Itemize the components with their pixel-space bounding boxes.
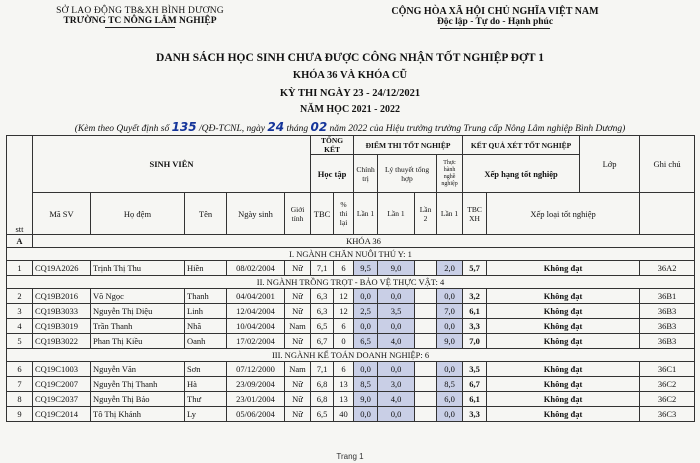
document-title: DANH SÁCH HỌC SINH CHƯA ĐƯỢC CÔNG NHẬN TỐT NGHIỆP ĐỢT 1	[156, 52, 544, 64]
cell-tbc-xh: 6,7	[463, 377, 487, 392]
cell-given-name: Nhã	[185, 319, 227, 334]
cell-politics-score: 8,5	[354, 377, 378, 392]
cell-stt: 2	[7, 289, 33, 304]
cell-politics-score: 2,5	[354, 304, 378, 319]
cell-student-id: CQ19C2007	[33, 377, 91, 392]
col-group-result: KẾT QUẢ XÉT TỐT NGHIỆP	[463, 136, 580, 155]
cell-grade: Không đạt	[487, 392, 640, 407]
cell-surname: Trần Thanh	[91, 319, 185, 334]
cell-given-name: Hà	[185, 377, 227, 392]
table-row	[7, 377, 695, 392]
cell-practice-score: 0,0	[437, 289, 463, 304]
cell-class: 36A2	[640, 261, 695, 276]
cell-grade: Không đạt	[487, 261, 640, 276]
document-subtitle-cohort: KHÓA 36 VÀ KHÓA CŨ	[292, 70, 408, 81]
cell-gender: Nữ	[285, 289, 311, 304]
page-footer: Trang 1	[336, 452, 364, 461]
day-handwritten: 24	[267, 120, 285, 134]
col-class-blank	[640, 193, 695, 235]
cell-practice-score: 7,0	[437, 304, 463, 319]
cell-gender: Nữ	[285, 377, 311, 392]
cell-gender: Nữ	[285, 392, 311, 407]
cell-dob: 07/12/2000	[227, 362, 285, 377]
cell-theory-score-2	[415, 304, 437, 319]
cell-grade: Không đạt	[487, 407, 640, 422]
motto-underline	[440, 28, 550, 29]
cell-politics-score: 9,0	[354, 392, 378, 407]
cell-retake-pct: 6	[334, 362, 354, 377]
cell-tbc-xh: 5,7	[463, 261, 487, 276]
cell-dob: 23/01/2004	[227, 392, 285, 407]
section-3-body	[7, 362, 695, 422]
issuer-underline	[105, 27, 175, 28]
issuer-department: SỞ LAO ĐỘNG TB&XH BÌNH DƯƠNG	[56, 6, 224, 16]
cell-theory-score-2	[415, 319, 437, 334]
ref-suffix: năm 2022 của Hiệu trưởng trường Trung cấp Nông Lâm nghiệp Bình Dương)	[329, 124, 626, 134]
cell-practice-score: 0,0	[437, 407, 463, 422]
cell-theory-score-2	[415, 362, 437, 377]
table-row	[7, 334, 695, 349]
col-politics: Chính trị	[354, 155, 378, 193]
students-table	[6, 135, 695, 422]
cell-class: 36B3	[640, 319, 695, 334]
cell-student-id: CQ19B3019	[33, 319, 91, 334]
decision-number-handwritten: 135	[171, 120, 197, 134]
cell-given-name: Thư	[185, 392, 227, 407]
cell-tbc-xh: 3,5	[463, 362, 487, 377]
col-politics-attempt1: Lần 1	[354, 193, 378, 235]
month-handwritten: 02	[310, 120, 328, 134]
cell-stt: 1	[7, 261, 33, 276]
cell-tbc-xh: 3,3	[463, 407, 487, 422]
cell-practice-score: 9,0	[437, 334, 463, 349]
cell-politics-score: 6,5	[354, 334, 378, 349]
cell-practice-score: 8,5	[437, 377, 463, 392]
cell-class: 36B1	[640, 289, 695, 304]
table-row	[7, 407, 695, 422]
cell-retake-pct: 0	[334, 334, 354, 349]
cell-politics-score: 9,5	[354, 261, 378, 276]
issuer-block	[40, 6, 240, 28]
cell-theory-score: 3,0	[378, 377, 415, 392]
col-group-student: SINH VIÊN	[33, 136, 311, 193]
document-subtitle-year: NĂM HỌC 2021 - 2022	[300, 104, 400, 115]
cell-tbc-xh: 7,0	[463, 334, 487, 349]
col-group-summary: TỔNG KẾT	[311, 136, 354, 155]
cell-theory-score: 4,0	[378, 334, 415, 349]
cell-politics-score: 0,0	[354, 319, 378, 334]
cell-retake-pct: 40	[334, 407, 354, 422]
cell-stt: 8	[7, 392, 33, 407]
col-theory-attempt1: Lần 1	[378, 193, 415, 235]
cell-tbc: 6,5	[311, 319, 334, 334]
section-1-body	[7, 261, 695, 276]
cell-tbc: 6,7	[311, 334, 334, 349]
cell-dob: 04/04/2001	[227, 289, 285, 304]
cell-dob: 17/02/2004	[227, 334, 285, 349]
cell-practice-score: 6,0	[437, 392, 463, 407]
cell-student-id: CQ19B2016	[33, 289, 91, 304]
cell-stt: 4	[7, 319, 33, 334]
decision-reference	[0, 120, 700, 134]
cell-tbc-xh: 6,1	[463, 304, 487, 319]
cell-grade: Không đạt	[487, 304, 640, 319]
cell-surname: Trịnh Thị Thu	[91, 261, 185, 276]
cell-surname: Võ Ngọc	[91, 289, 185, 304]
cell-stt: 3	[7, 304, 33, 319]
cell-surname: Tô Thị Khánh	[91, 407, 185, 422]
cell-gender: Nữ	[285, 304, 311, 319]
col-class: Lớp	[580, 136, 640, 193]
cell-surname: Nguyễn Thị Diệu	[91, 304, 185, 319]
cell-stt: 9	[7, 407, 33, 422]
group-label: A	[7, 235, 33, 248]
cell-surname: Nguyễn Thị Bảo	[91, 392, 185, 407]
cell-gender: Nữ	[285, 407, 311, 422]
col-theory-attempt2: Lần 2	[415, 193, 437, 235]
cell-student-id: CQ19A2026	[33, 261, 91, 276]
cell-tbc: 7,1	[311, 362, 334, 377]
cell-surname: Nguyễn Văn	[91, 362, 185, 377]
cell-class: 36B3	[640, 334, 695, 349]
cell-dob: 08/02/2004	[227, 261, 285, 276]
cell-grade: Không đạt	[487, 289, 640, 304]
cell-tbc: 6,8	[311, 392, 334, 407]
table-row	[7, 319, 695, 334]
col-grade: Xếp loại tốt nghiệp	[487, 193, 640, 235]
cell-dob: 23/09/2004	[227, 377, 285, 392]
cell-theory-score-2	[415, 407, 437, 422]
cell-gender: Nữ	[285, 261, 311, 276]
cell-retake-pct: 13	[334, 377, 354, 392]
cell-theory-score: 0,0	[378, 319, 415, 334]
cell-politics-score: 0,0	[354, 407, 378, 422]
cell-grade: Không đạt	[487, 319, 640, 334]
cell-class: 36C2	[640, 392, 695, 407]
cell-tbc-xh: 6,1	[463, 392, 487, 407]
cell-class: 36C3	[640, 407, 695, 422]
national-header	[370, 6, 620, 29]
cell-surname: Phan Thị Kiều	[91, 334, 185, 349]
cell-grade: Không đạt	[487, 362, 640, 377]
cell-stt: 6	[7, 362, 33, 377]
cell-class: 36C2	[640, 377, 695, 392]
col-ranking: Xếp hạng tốt nghiệp	[463, 155, 580, 193]
cell-tbc: 6,8	[311, 377, 334, 392]
cell-grade: Không đạt	[487, 377, 640, 392]
cell-gender: Nam	[285, 362, 311, 377]
table-row	[7, 289, 695, 304]
cell-given-name: Sơn	[185, 362, 227, 377]
col-dob: Ngày sinh	[227, 193, 285, 235]
cell-student-id: CQ19C2014	[33, 407, 91, 422]
col-surname: Họ đệm	[91, 193, 185, 235]
cell-class: 36C1	[640, 362, 695, 377]
col-given-name: Tên	[185, 193, 227, 235]
col-retake-pct: % thi lại	[334, 193, 354, 235]
cell-politics-score: 0,0	[354, 289, 378, 304]
cell-tbc: 6,5	[311, 407, 334, 422]
cell-gender: Nam	[285, 319, 311, 334]
col-tbc-xh: TBC XH	[463, 193, 487, 235]
cell-gender: Nữ	[285, 334, 311, 349]
cell-given-name: Oanh	[185, 334, 227, 349]
group-name: KHÓA 36	[33, 235, 695, 248]
cell-grade: Không đạt	[487, 334, 640, 349]
cell-practice-score: 0,0	[437, 362, 463, 377]
col-tbc: TBC	[311, 193, 334, 235]
cell-theory-score: 0,0	[378, 289, 415, 304]
cell-given-name: Ly	[185, 407, 227, 422]
document-subtitle-exam: KỲ THI NGÀY 23 - 24/12/2021	[279, 88, 421, 99]
table-row	[7, 392, 695, 407]
cell-surname: Nguyễn Thị Thanh	[91, 377, 185, 392]
cell-dob: 05/06/2004	[227, 407, 285, 422]
cell-retake-pct: 12	[334, 304, 354, 319]
col-stt: stt	[7, 136, 33, 235]
section-heading: I. NGÀNH CHĂN NUÔI THÚ Y: 1	[7, 248, 695, 261]
cell-tbc-xh: 3,2	[463, 289, 487, 304]
country-name: CỘNG HÒA XÃ HỘI CHỦ NGHĨA VIỆT NAM	[391, 6, 599, 17]
col-gender: Giới tính	[285, 193, 311, 235]
cell-practice-score: 2,0	[437, 261, 463, 276]
col-notes: Ghi chú	[640, 136, 695, 193]
cell-given-name: Linh	[185, 304, 227, 319]
table-row	[7, 304, 695, 319]
cell-theory-score: 9,0	[378, 261, 415, 276]
cell-dob: 10/04/2004	[227, 319, 285, 334]
cell-theory-score-2	[415, 261, 437, 276]
cell-stt: 7	[7, 377, 33, 392]
cell-student-id: CQ19C1003	[33, 362, 91, 377]
table-row	[7, 261, 695, 276]
cell-student-id: CQ19B3022	[33, 334, 91, 349]
issuer-school: TRƯỜNG TC NÔNG LÂM NGHIỆP	[63, 16, 217, 26]
col-group-exam: ĐIỂM THI TỐT NGHIỆP	[354, 136, 463, 155]
ref-mid2: tháng	[286, 124, 309, 134]
cell-theory-score: 4,0	[378, 392, 415, 407]
table-row	[7, 362, 695, 377]
section-2-body	[7, 289, 695, 349]
col-practice-attempt1: Lần 1	[437, 193, 463, 235]
cell-student-id: CQ19C2037	[33, 392, 91, 407]
cell-tbc: 6,3	[311, 289, 334, 304]
ref-prefix: (Kèm theo Quyết định số	[74, 124, 170, 134]
cell-dob: 12/04/2004	[227, 304, 285, 319]
cell-stt: 5	[7, 334, 33, 349]
col-practice: Thực hành nghề nghiệp	[437, 155, 463, 193]
national-motto: Độc lập - Tự do - Hạnh phúc	[436, 17, 554, 27]
cell-theory-score-2	[415, 377, 437, 392]
cell-retake-pct: 6	[334, 319, 354, 334]
cell-tbc-xh: 3,3	[463, 319, 487, 334]
cell-student-id: CQ19B3033	[33, 304, 91, 319]
cell-retake-pct: 13	[334, 392, 354, 407]
cell-class: 36B3	[640, 304, 695, 319]
cell-given-name: Hiền	[185, 261, 227, 276]
cell-politics-score: 0,0	[354, 362, 378, 377]
section-heading: III. NGÀNH KẾ TOÁN DOANH NGHIỆP: 6	[7, 349, 695, 362]
cell-theory-score: 0,0	[378, 407, 415, 422]
col-theory: Lý thuyết tổng hợp	[378, 155, 437, 193]
cell-retake-pct: 12	[334, 289, 354, 304]
cell-theory-score-2	[415, 334, 437, 349]
ref-mid1: /QĐ-TCNL, ngày	[199, 124, 265, 134]
cell-theory-score-2	[415, 392, 437, 407]
cell-theory-score: 3,5	[378, 304, 415, 319]
cell-tbc: 7,1	[311, 261, 334, 276]
cell-theory-score-2	[415, 289, 437, 304]
col-study: Học tập	[311, 155, 354, 193]
cell-tbc: 6,3	[311, 304, 334, 319]
cell-theory-score: 0,0	[378, 362, 415, 377]
section-heading: II. NGÀNH TRỒNG TRỌT - BẢO VỆ THỰC VẬT: 4	[7, 276, 695, 289]
cell-given-name: Thanh	[185, 289, 227, 304]
col-student-id: Mã SV	[33, 193, 91, 235]
cell-retake-pct: 6	[334, 261, 354, 276]
cell-practice-score: 0,0	[437, 319, 463, 334]
